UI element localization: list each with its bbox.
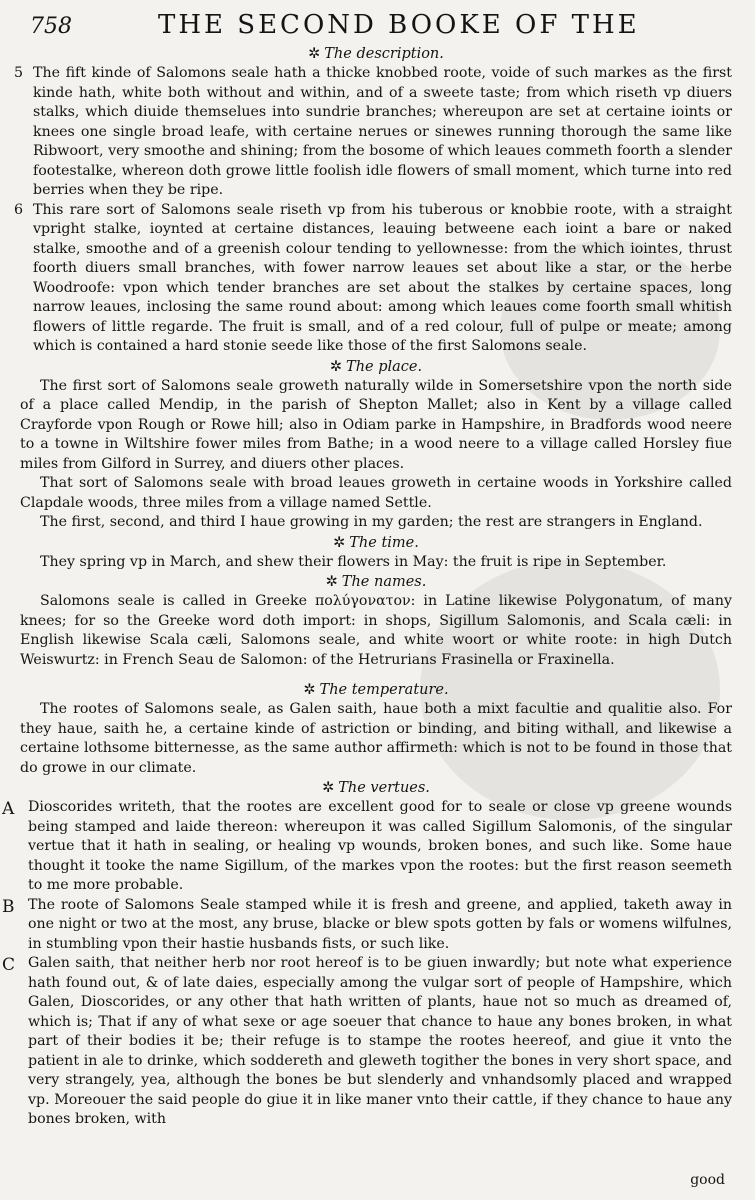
section-heading-names bbox=[20, 572, 732, 592]
paragraph-text: The roote of Salomons Seale stamped while it is fresh and greene, and applied, taketh away in one night or two at the most, any bruse, blacke or blew spots gotten by fals or womens wilfulnes, in stumbling vpon their hastie husbands fists, or such like. bbox=[28, 896, 732, 952]
place-paragraph-2: That sort of Salomons seale with broad leaues groweth in certaine woods in Yorkshire called Clapdale woods, three miles from a village named Settle. bbox=[20, 475, 732, 511]
place-paragraph-3: The first, second, and third I haue growing in my garden; the rest are strangers in England. bbox=[40, 514, 703, 530]
vertue-paragraph-b bbox=[2, 896, 732, 955]
paragraph-text: Dioscorides writeth, that the rootes are excellent good for to seale or close vp greene wounds being stamped and laide thereon: whereupon it was called Sigillum Salomonis, of the singular vertue that it hath in sealing, or healing vp wounds, broken bones, and such like. Some haue thought it tooke the name Sigillum, of the markes vpon the rootes: but the first reason seemeth to me more probable. bbox=[28, 799, 732, 893]
section-heading-temperature bbox=[20, 680, 732, 700]
place-paragraph-1: The first sort of Salomons seale groweth naturally wilde in Somersetshire vpon the north side of a place called Mendip, in the parish of Shepton Mallet; also in Kent by a village called Crayforde vpon Rough or Rowe hill; also in Odiam parke in Hampshire, in Bradfords wood neere to a towne in Wiltshire fower miles from Bathe; in a wood neere to a village called Horsley fiue miles from Gilford in Surrey, and diuers other places. bbox=[20, 377, 732, 472]
margin-letter: C bbox=[2, 955, 16, 975]
heading-text: The description. bbox=[324, 46, 444, 62]
spacer bbox=[20, 670, 732, 680]
heading-text: The names. bbox=[341, 574, 427, 590]
section-heading-time bbox=[20, 533, 732, 553]
vertue-paragraph-c bbox=[2, 954, 732, 1130]
paragraph-text: The fift kinde of Salomons seale hath a thicke knobbed roote, voide of such markes as the first kinde hath, white both without and within, and of a sweete taste; from which riseth vp diuers stalks, which diuide themselues into sundrie branches; whereupon are set at certaine ioints or knees one single broad leafe, with certaine nerues or sinewes running thorough the same like Ribwoort, very smoothe and shining; from the bosome of which leaues commeth foorth a slender footestalke, whereon doth growe little foolish idle flowers of small moment, which turne into red berries when they be ripe. bbox=[33, 65, 732, 198]
section-heading-vertues bbox=[20, 778, 732, 798]
paragraph-text: Galen saith, that neither herb nor root hereof is to be giuen inwardly; but note what experience hath found out, & of late daies, especially among the vulgar sort of people of Hampshire, which Galen, Dioscorides, or any other that hath written of plants, haue not so much as dreamed of, which is; That if any of what sexe or age soeuer that chance to haue any bones broken, in what part of their bodies it be; their refuge is to stampe the rootes heereof, and giue it vnto the patient in ale to drinke, which soddereth and gleweth togither the bones in very short space, and very strangely, yea, although the bones be but slenderly and vnhandsomly placed and wrapped vp. Moreouer the said people do giue it in like maner vnto their cattle, if they chance to haue any bones broken, with bbox=[28, 955, 732, 1127]
heading-text: The place. bbox=[346, 358, 423, 375]
description-paragraph-5 bbox=[14, 64, 732, 201]
running-head: THE SECOND BOOKE OF THE bbox=[158, 10, 640, 40]
page-header bbox=[0, 4, 755, 44]
description-paragraph-6 bbox=[14, 201, 732, 357]
margin-letter: B bbox=[2, 896, 15, 917]
paragraph-number: 6 bbox=[14, 201, 24, 218]
paragraph-number: 5 bbox=[14, 65, 24, 81]
star-ornament-icon: ✲ bbox=[333, 534, 346, 551]
star-ornament-icon: ✲ bbox=[322, 780, 335, 796]
catchword: good bbox=[690, 1172, 725, 1188]
temperature-paragraph: The rootes of Salomons seale, as Galen saith, haue both a mixt facultie and qualitie also. For they haue, saith he, a certaine kinde of astriction or binding, and biting withall, and likewise a certaine lothsome bitternesse, as the same author affirmeth: which is not to be found in those that do growe in our climate. bbox=[20, 701, 732, 776]
names-paragraph: Salomons seale is called in Greeke πολύγονατον: in Latine likewise Polygonatum, of many knees; for so the Greeke word doth import: in shops, Sigillum Salomonis, and Scala cæli: in English likewise Scala cæli, Salomons seale, and white woort or white roote: in high Dutch Weiswurtz: in French Seau de Salomon: of the Hetrurians Frasinella or Fraxinella. bbox=[20, 593, 732, 668]
star-ornament-icon: ✲ bbox=[325, 574, 338, 590]
section-heading-place bbox=[20, 357, 732, 377]
heading-text: The time. bbox=[349, 534, 419, 551]
star-ornament-icon: ✲ bbox=[308, 46, 321, 62]
paragraph-text: This rare sort of Salomons seale riseth vp from his tuberous or knobbie roote, with a straight vpright stalke, ioynted at certaine distances, leauing betweene each ioint a bare or naked stalke, smoothe and of a greenish colour tending to yellownesse: from the which iointes, thrust foorth diuers small branches, with fower narrow leaues set about like a star, or the herbe Woodroofe: vpon which tender branches are set about the stalkes by certaine spaces, long narrow leaues, inclosing the same round about: among which leaues come foorth small whitish flowers of little regarde. The fruit is small, and of a red colour, full of pulpe or meate; among which is contained a hard stonie seede like those of the first Salomons seale. bbox=[33, 201, 732, 354]
page-body bbox=[2, 44, 732, 1130]
star-ornament-icon: ✲ bbox=[303, 682, 316, 698]
margin-letter: A bbox=[2, 799, 15, 819]
heading-text: The vertues. bbox=[338, 780, 430, 796]
heading-text: The temperature. bbox=[319, 682, 449, 698]
star-ornament-icon: ✲ bbox=[329, 358, 343, 375]
time-paragraph: They spring vp in March, and shew their flowers in May: the fruit is ripe in September. bbox=[40, 553, 667, 570]
section-heading-description bbox=[20, 44, 732, 64]
page-number: 758 bbox=[30, 14, 72, 39]
vertue-paragraph-a bbox=[2, 798, 732, 896]
